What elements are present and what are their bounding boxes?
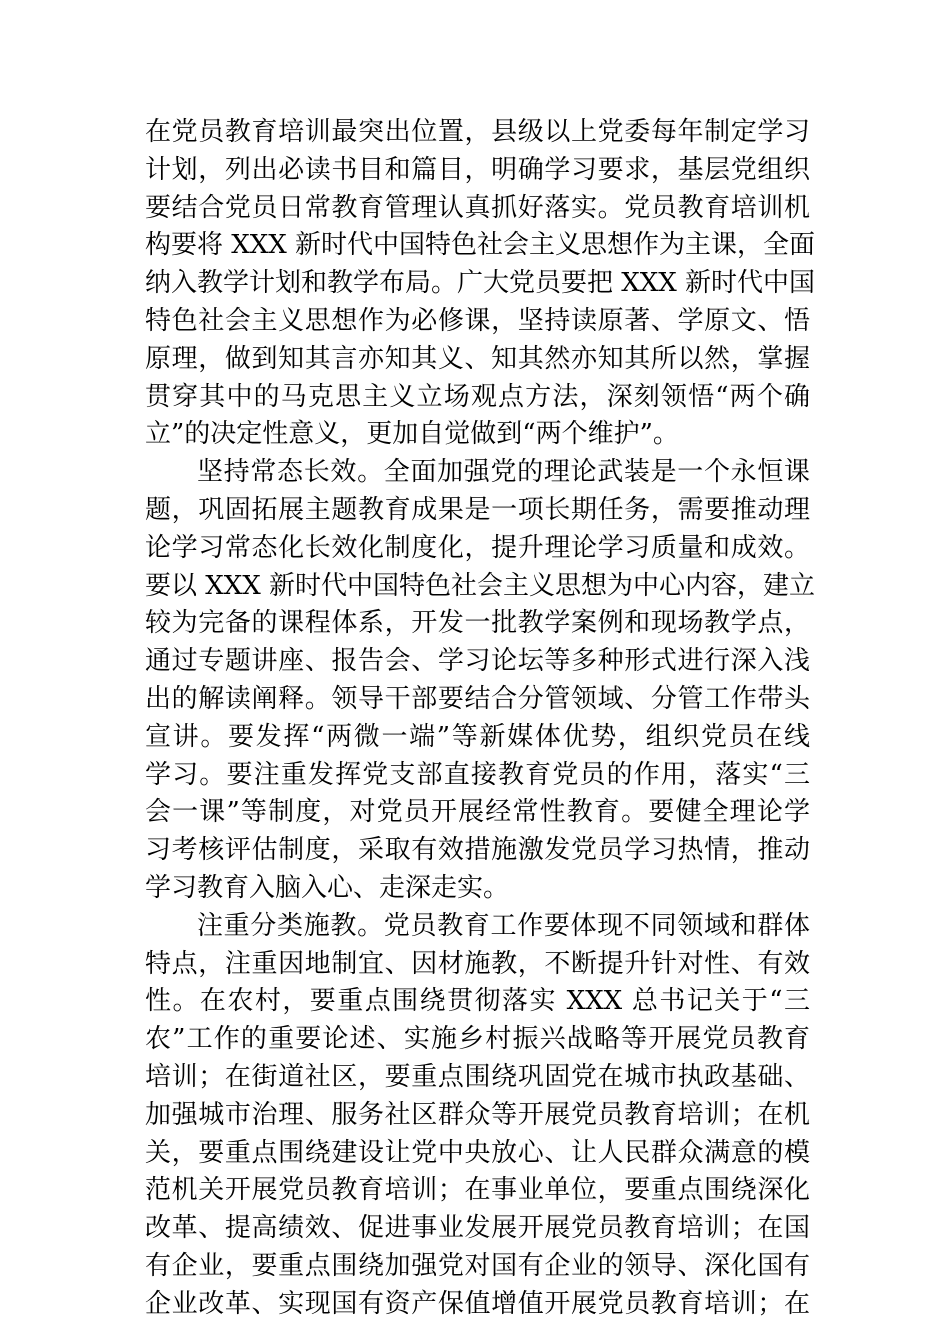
paragraph-2-line-5: 较为完备的课程体系，开发一批教学案例和现场教学点，	[145, 608, 810, 639]
paragraph-3-line-1: 注重分类施教。党员教育工作要体现不同领域和群体	[197, 910, 810, 941]
paragraph-1-line-3: 要结合党员日常教育管理认真抓好落实。党员教育培训机	[145, 192, 810, 223]
paragraph-1-line-9: 立”的决定性意义，更加自觉做到“两个维护”。	[145, 419, 679, 450]
paragraph-3-line-2: 特点，注重因地制宜、因材施教，不断提升针对性、有效	[145, 948, 810, 979]
paragraph-3-line-10: 有企业，要重点围绕加强党对国有企业的领导、深化国有	[145, 1250, 810, 1281]
paragraph-1-line-6: 特色社会主义思想作为必修课，坚持读原著、学原文、悟	[145, 305, 810, 336]
paragraph-3-line-9: 改革、提高绩效、促进事业发展开展党员教育培训；在国	[145, 1213, 810, 1244]
paragraph-2-line-2: 题，巩固拓展主题教育成果是一项长期任务，需要推动理	[145, 494, 810, 525]
paragraph-1-line-2: 计划，列出必读书目和篇目，明确学习要求，基层党组织	[145, 154, 810, 185]
body-text	[145, 114, 816, 1324]
paragraph-2-line-10: 会一课”等制度，对党员开展经常性教育。要健全理论学	[145, 797, 810, 828]
paragraph-2-line-12: 学习教育入脑入心、走深走实。	[145, 872, 510, 903]
paragraph-2-line-4: 要以 XXX 新时代中国特色社会主义思想为中心内容，建立	[145, 570, 816, 601]
paragraph-3-line-4: 农”工作的重要论述、实施乡村振兴战略等开展党员教育	[145, 1024, 810, 1055]
paragraph-1-line-5: 纳入教学计划和教学布局。广大党员要把 XXX 新时代中国	[145, 268, 816, 299]
paragraph-1-line-1: 在党员教育培训最突出位置，县级以上党委每年制定学习	[145, 117, 810, 147]
paragraph-3-line-6: 加强城市治理、服务社区群众等开展党员教育培训；在机	[145, 1099, 810, 1130]
paragraph-3-line-5: 培训；在街道社区，要重点围绕巩固党在城市执政基础、	[145, 1061, 810, 1092]
paragraph-3-line-3: 性。在农村，要重点围绕贯彻落实 XXX 总书记关于“三	[145, 986, 810, 1017]
paragraph-2-line-8: 宣讲。要发挥“两微一端”等新媒体优势，组织党员在线	[145, 721, 810, 752]
paragraph-2-line-9: 学习。要注重发挥党支部直接教育党员的作用，落实“三	[145, 759, 810, 790]
paragraph-1-line-4: 构要将 XXX 新时代中国特色社会主义思想作为主课，全面	[145, 230, 816, 261]
paragraph-2-line-1: 坚持常态长效。全面加强党的理论武装是一个永恒课	[197, 457, 810, 488]
paragraph-2-line-3: 论学习常态化长效化制度化，提升理论学习质量和成效。	[145, 532, 810, 563]
paragraph-1-line-7: 原理，做到知其言亦知其义、知其然亦知其所以然，掌握	[145, 343, 810, 374]
paragraph-2-line-7: 出的解读阐释。领导干部要结合分管领域、分管工作带头	[145, 683, 810, 714]
paragraph-2-line-11: 习考核评估制度，采取有效措施激发党员学习热情，推动	[145, 835, 810, 866]
paragraph-3-line-7: 关，要重点围绕建设让党中央放心、让人民群众满意的模	[145, 1137, 810, 1168]
paragraph-3-line-11: 企业改革、实现国有资产保值增值开展党员教育培训；在	[145, 1288, 810, 1319]
paragraph-3-line-8: 范机关开展党员教育培训；在事业单位，要重点围绕深化	[145, 1175, 810, 1206]
paragraph-1-line-8: 贯穿其中的马克思主义立场观点方法，深刻领悟“两个确	[145, 381, 810, 412]
paragraph-2-line-6: 通过专题讲座、报告会、学习论坛等多种形式进行深入浅	[145, 646, 810, 677]
